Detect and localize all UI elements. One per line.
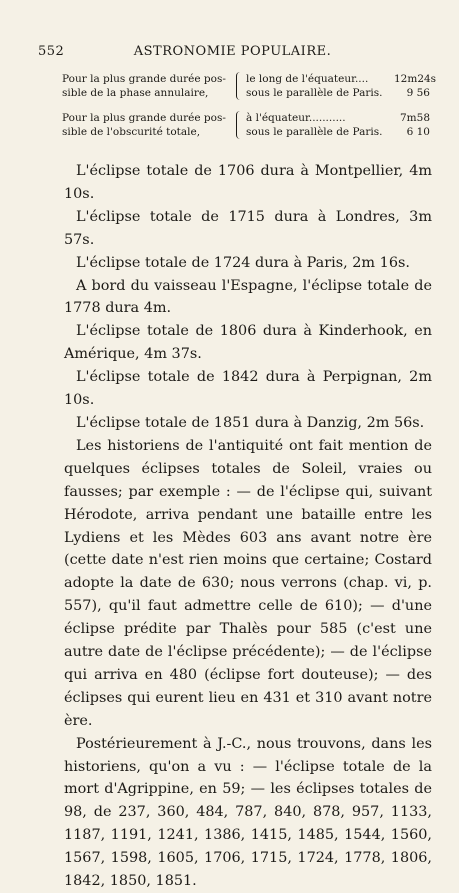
paragraph: L'éclipse totale de 1715 dura à Londres, 3m 57s. [64, 208, 432, 248]
running-title: ASTRONOMIE POPULAIRE. [133, 44, 332, 59]
page-number: 552 [38, 44, 65, 59]
paragraph: L'éclipse totale de 1842 dura à Perpignan, 2m 10s. [64, 369, 432, 409]
paragraph: L'éclipse totale de 1806 dura à Kinderhook, en Amérique, 4m 37s. [64, 323, 432, 363]
table-value-cell: 7m58 6 10 [400, 112, 430, 138]
paragraph: Les historiens de l'antiquité ont fait mention de quelques éclipses totales de Soleil, vraies ou fausses; par exemple : — de l'éclipse qui, suivant Hérodote, arriva pendant une bataille entre les Lydiens et les Mèdes 603 ans avant notre ère (cette date n'est rien moins que certaine; Costard adopte la date de 630; nous verrons (chap. vi, p. 557), qu'il faut admettre celle de 610); — d'une éclipse prédite par Thalès pour 585 (c'est une autre date de l'éclipse précédente); — de l'éclipse qui arriva en 480 (éclipse fort douteuse); — des éclipses qui eurent lieu en 431 et 310 avant notre ère. [64, 437, 432, 729]
paragraph: Postérieurement à J.-C., nous trouvons, dans les historiens, qu'on a vu : — l'éclipse totale de la mort d'Agrippine, en 59; — les éclipses totales de 98, de 237, 360, 484, 787, 840, 878, 957, 1133, 1187, 1191, 1241, 1386, 1415, 1485, 1544, 1560, 1567, 1598, 1605, 1706, 1715, 1724, 1778, 1806, 1842, 1850, 1851. [64, 735, 432, 890]
table-mid-cell: à l'équateur........... sous le parallèle de Paris. [246, 112, 383, 138]
table-value-cell: 12m24s 9 56 [394, 73, 437, 99]
paragraph: L'éclipse totale de 1706 dura à Montpellier, 4m 10s. [64, 163, 432, 202]
brace [236, 111, 245, 139]
table-mid-cell: le long de l'équateur.... sous le parallèle de Paris. [246, 73, 383, 99]
paragraph: A bord du vaisseau l'Espagne, l'éclipse totale de 1778 dura 4m. [64, 277, 432, 317]
paragraph: L'éclipse totale de 1724 dura à Paris, 2m 16s. [76, 254, 410, 271]
paragraph: L'éclipse totale de 1851 dura à Danzig, 2m 56s. [76, 414, 425, 431]
body-text [64, 160, 432, 893]
table-left-cell: Pour la plus grande durée pos- sible de l'obscurité totale, [62, 112, 226, 138]
brace [236, 72, 245, 100]
table-left-cell: Pour la plus grande durée pos- sible de la phase annulaire, [62, 73, 226, 99]
